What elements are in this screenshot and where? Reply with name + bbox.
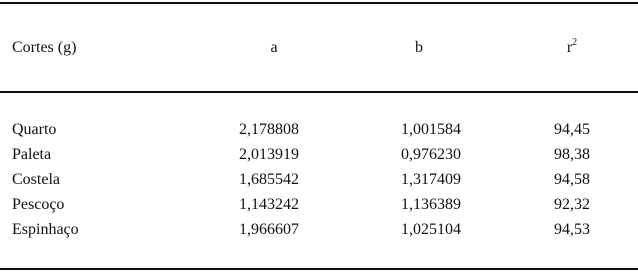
table-top-rule	[0, 2, 638, 4]
cell-a: 2,013919	[239, 146, 299, 163]
table-bottom-rule	[0, 268, 638, 270]
cell-b: 1,317409	[401, 171, 461, 188]
r2-superscript: 2	[572, 37, 578, 48]
table-row	[0, 194, 638, 216]
cell-r2: 92,32	[554, 196, 590, 213]
cell-corte: Costela	[12, 171, 60, 188]
cell-a: 1,966607	[239, 221, 299, 238]
cell-a: 2,178808	[239, 121, 299, 138]
column-header-a: a	[270, 39, 278, 56]
table-row	[0, 144, 638, 166]
cell-b: 0,976230	[401, 146, 461, 163]
cell-corte: Paleta	[12, 146, 52, 163]
cell-r2: 94,45	[554, 121, 590, 138]
header-rule	[0, 91, 638, 93]
cell-r2: 94,58	[554, 171, 590, 188]
cell-corte: Pescoço	[12, 196, 65, 213]
column-header-r2	[557, 37, 587, 59]
column-header-b: b	[415, 39, 423, 56]
table-row	[0, 219, 638, 241]
column-header-cortes: Cortes (g)	[12, 39, 77, 56]
cell-b: 1,025104	[401, 221, 461, 238]
table-row	[0, 169, 638, 191]
cell-a: 1,685542	[239, 171, 299, 188]
cell-corte: Espinhaço	[12, 221, 79, 238]
cell-r2: 98,38	[554, 146, 590, 163]
table-row	[0, 119, 638, 141]
cell-b: 1,001584	[401, 121, 461, 138]
cell-r2: 94,53	[554, 221, 590, 238]
cell-a: 1,143242	[239, 196, 299, 213]
cell-corte: Quarto	[12, 121, 57, 138]
cell-b: 1,136389	[401, 196, 461, 213]
r2-base: r	[566, 39, 573, 56]
